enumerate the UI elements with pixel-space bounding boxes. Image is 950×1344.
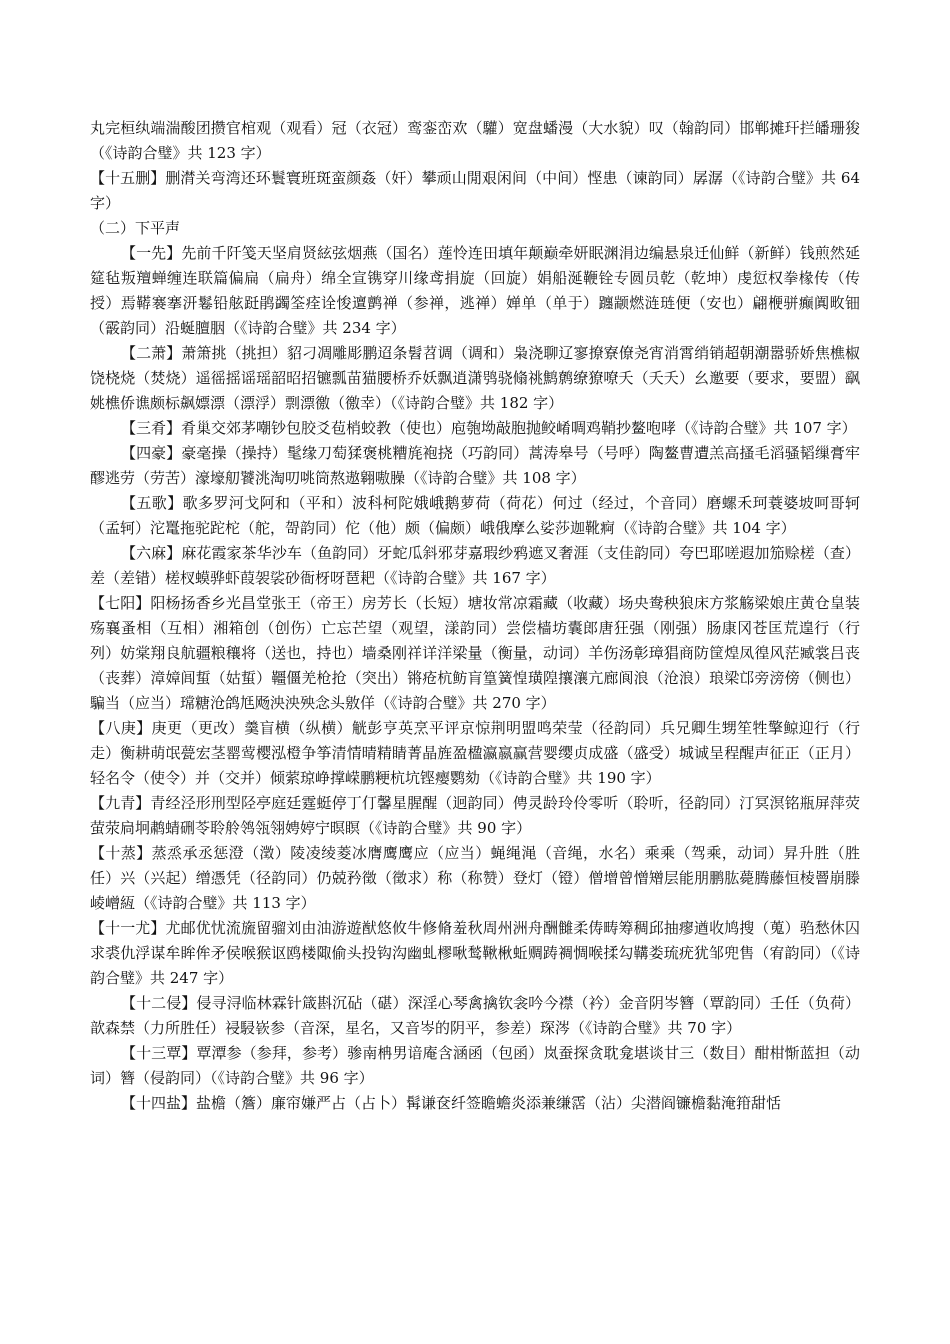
paragraph-shi-yi-you: 【十一尤】尤邮优忧流旒留骝刘由油游遊猷悠攸牛修脩羞秋周州洲舟酬雠柔俦畴筹稠邱抽瘳遒收鸠搜（蒐）驺愁休囚求裘仇浮谋牟眸侔矛侯喉猴讴鸥楼陬偷头投钩沟幽虬樛啾鹙鞦楸蚯赒踌裯惆喉揉勾鞲娄琉疣犹邹兜售（宥韵同）（《诗韵合璧》共 247 字） [90, 919, 860, 987]
paragraph-san-yao: 【三肴】肴巢交郊茅嘲钞包胶爻苞梢蛟教（使也）庖匏坳敲胞抛鲛崤啁鸡鞘抄鳌咆哮（《诗韵合璧》共 107 字） [121, 419, 857, 437]
section-heading-xia-ping-sheng: （二）下平声 [90, 219, 181, 237]
paragraph-shi-san-tan: 【十三覃】覃潭参（参拜，参考）骖南柟男谙庵含涵函（包函）岚蚕探贪耽龛堪谈甘三（数目）酣柑惭蓝担（动词）簪（侵韵同）（《诗韵合璧》共 96 字） [90, 1044, 860, 1087]
paragraph-jiu-qing: 【九青】青经泾形刑型陉亭庭廷霆蜓停丁仃馨星腥醒（迥韵同）俜灵龄玲伶零听（聆听，径韵同）汀冥溟铭瓶屏萍荧萤荥扃坰鹔蜻硎苓聆舲鸰瓴翎娉婷宁暝瞑（《诗韵合璧》共 90 字） [90, 794, 860, 837]
document-page [90, 116, 860, 1116]
paragraph-shi-si-yan: 【十四盐】盐檐（簷）廉帘嫌严占（占卜）髯谦奁纤签瞻蟾炎添兼缣霑（沾）尖潜阎镰檐黏淹箝甜恬 [121, 1094, 782, 1112]
paragraph-shi-er-qin: 【十二侵】侵寻浔临林霖针箴斟沉砧（碪）深淫心琴禽擒钦衾吟今襟（衿）金音阴岑簪（覃韵同）壬任（负荷）歆森禁（力所胜任）祲駸嵚参（音深，星名，又音岑的阴平，参差）琛涔（《诗韵合璧》共 70 字） [90, 994, 860, 1037]
paragraph-ba-geng: 【八庚】庚更（更改）羹盲横（纵横）觥彭亨英烹平评京惊荆明盟鸣荣莹（径韵同）兵兄卿生甥笙牲擎鲸迎行（行走）衡耕萌氓甍宏茎罂莺樱泓橙争筝清情晴精睛菁晶旌盈楹瀛嬴赢营婴缨贞成盛（盛受）城诚呈程醒声征正（正月）轻名令（使令）并（交并）倾萦琼峥撑嵘鹏粳杭坑铿瘿鹦劾（《诗韵合璧》共 190 字） [90, 719, 860, 787]
paragraph-yi-xian: 【一先】先前千阡笺天坚肩贤絃弦烟燕（国名）莲怜连田填年颠巅牵妍眠渊涓边编悬泉迁仙鲜（新鲜）钱煎然延筵毡叛羶蝉缠连联篇偏扁（扁舟）绵全宣镌穿川缘鸢捐旋（回旋）娟船涎鞭铨专圆员乾（乾坤）虔愆权拳椽传（传授）焉鞯褰搴汧鬈铅舷跹鹃蠲筌痊诠悛邅鹯禅（参禅，逃禅）婵单（单于）躔颛燃涟琏便（安也）翩楩骈癫阗畋钿（霰韵同）沿蜒膻胭（《诗韵合璧》共 234 字） [90, 244, 860, 337]
paragraph-shi-zheng: 【十蒸】蒸烝承丞惩澄（澂）陵凌绫菱冰膺鹰鹰应（应当）蝇绳渑（音绳，水名）乘乘（驾乘，动词）昇升胜（胜任）兴（兴起）缯憑凭（径韵同）仍兢矜徵（徵求）称（称赞）登灯（镫）僧增曾憎矰层能朋鹏肱薨腾藤恒棱罾崩滕崚嶒絚（《诗韵合璧》共 113 字） [90, 844, 860, 912]
paragraph-liu-ma: 【六麻】麻花霞家茶华沙车（鱼韵同）牙蛇瓜斜邪芽嘉瑕纱鸦遮叉奢涯（支佳韵同）夸巴耶嗟遐加笳赊槎（查）差（差错）槎杈蟆骅虾葭袈裟砂衙枒呀琶耙（《诗韵合璧》共 167 字） [90, 544, 860, 587]
paragraph-si-hao: 【四豪】豪毫操（操持）髦缘刀萄猱褒桃糟旄袍挠（巧韵同）蒿涛皋号（号呼）陶鳌曹遭羔高搔毛滔骚韬缫膏牢醪逃劳（劳苦）濠壕舠饕洮淘叨咷筒熬遨翱嗷臊（《诗韵合璧》共 108 字） [90, 444, 860, 487]
paragraph-qi-yang: 【七阳】阳杨扬香乡光昌堂张王（帝王）房芳长（长短）塘妆常凉霜藏（收藏）场央鸯秧狼床方浆觞梁娘庄黄仓皇装殇襄蚤相（互相）湘箱创（创伤）亡忘芒望（观望，漾韵同）尝偿樯坊囊郎唐狂强（刚强）肠康冈苍匡荒遑行（行列）妨棠翔良航疆粮穰将（送也，持也）墙桑刚祥详洋梁量（衡量，动词）羊伤汤彰璋猖商防筐煌凤徨风茫臧裳吕丧（丧葬）漳嫜闾蜇（姑蜇）韁僵羌枪抢（突出）锵疮杭鲂肓篁簧惶璜隍攘瀼亢廊阆浪（沧浪）琅梁邙旁滂傍（侧也）騙当（应当）瑺糖沧鸽尪飏泱泱殃念头敫佯（《诗韵合璧》共 270 字） [90, 594, 860, 712]
paragraph-er-xiao: 【二萧】萧箫挑（挑担）貂刁凋雕彫鹏迢条髫苕调（调和）枭浇聊辽寥撩寮僚尧宵消霄绡销超朝潮嚣骄娇焦樵椒饶桡烧（焚烧）遥徭摇谣瑶韶昭招镳瓢苗猫腰桥乔妖飘逍潇鸮骁翛祧鹪鹩缭獠嘹夭（夭夭）幺邀要（要求，要盟）飖姚樵侨谯颇标飙嫖漂（漂浮）剽漂徼（徼幸）（《诗韵合璧》共 182 字） [90, 344, 860, 412]
paragraph-shi-wu-shan: 【十五删】删潸关弯湾还环鬟寰班斑蛮颜姦（奸）攀顽山閒艰闲间（中间）悭患（谏韵同）孱潺（《诗韵合璧》共 64 字） [90, 169, 860, 212]
paragraph-huan-continuation: 丸完桓纨端湍酸团攒官棺观（观看）冠（衣冠）鸾銮峦欢（驩）宽盘蟠漫（大水貌）叹（翰韵同）邯郸摊玕拦皤珊狻（《诗韵合璧》共 123 字） [90, 119, 860, 162]
paragraph-wu-ge: 【五歌】歌多罗河戈阿和（平和）波科柯陀娥峨鹅萝荷（荷花）何过（经过，个音同）磨螺禾珂蓑婆坡呵哥轲（孟轲）沱鼍拖驼跎柁（舵，哿韵同）佗（他）颇（偏颇）峨俄摩么娑莎迦靴痾（《诗韵合璧》共 104 字） [90, 494, 860, 537]
